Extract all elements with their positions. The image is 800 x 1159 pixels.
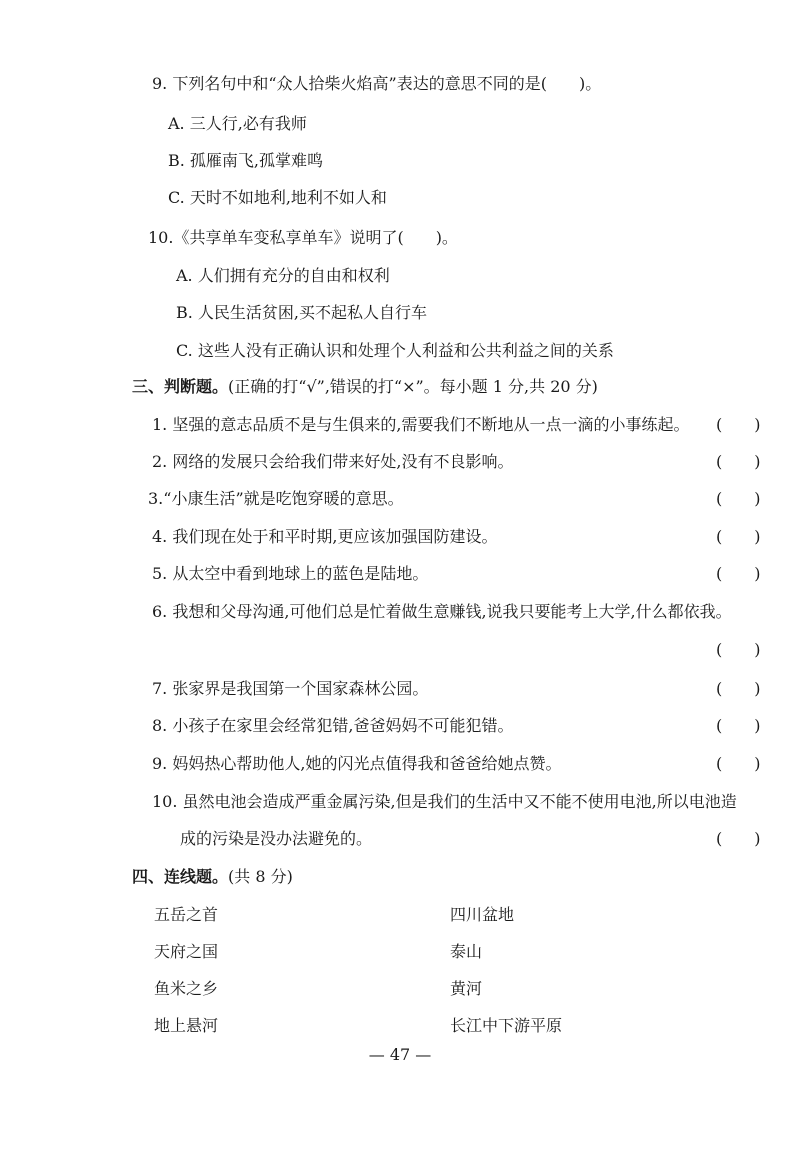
- section-judge-instruction: (正确的打“√”,错误的打“×”。每小题 1 分,共 20 分): [228, 377, 598, 396]
- question-10-option-a: A. 人们拥有充分的自由和权利: [176, 266, 390, 285]
- judge-answer-3: ( ): [716, 489, 761, 508]
- match-right-2: 泰山: [450, 942, 483, 961]
- section-judge-title: [132, 376, 598, 398]
- judge-item-4: 4. 我们现在处于和平时期,更应该加强国防建设。: [152, 527, 498, 546]
- judge-answer-9: ( ): [716, 754, 761, 773]
- section-match-heading: 四、连线题。: [132, 867, 229, 886]
- judge-item-7: 7. 张家界是我国第一个国家森林公园。: [152, 679, 429, 698]
- judge-item-8: 8. 小孩子在家里会经常犯错,爸爸妈妈不可能犯错。: [152, 716, 514, 735]
- judge-item-10: 10. 虽然电池会造成严重金属污染,但是我们的生活中又不能不使用电池,所以电池造: [152, 792, 737, 811]
- question-9-stem: 9. 下列名句中和“众人拾柴火焰高”表达的意思不同的是( )。: [152, 74, 602, 93]
- match-right-3: 黄河: [450, 979, 483, 998]
- judge-answer-8: ( ): [716, 716, 761, 735]
- question-10-option-c: C. 这些人没有正确认识和处理个人利益和公共利益之间的关系: [176, 341, 614, 360]
- judge-answer-1: ( ): [716, 415, 761, 434]
- judge-item-10-continued: 成的污染是没办法避免的。: [180, 829, 373, 848]
- judge-item-6: 6. 我想和父母沟通,可他们总是忙着做生意赚钱,说我只要能考上大学,什么都依我。: [152, 602, 732, 621]
- match-left-2: 天府之国: [154, 942, 219, 961]
- judge-answer-7: ( ): [716, 679, 761, 698]
- judge-item-3: 3.“小康生活”就是吃饱穿暖的意思。: [148, 489, 404, 508]
- section-match-instruction: (共 8 分): [228, 867, 293, 886]
- judge-answer-6: ( ): [716, 640, 761, 659]
- match-left-4: 地上悬河: [154, 1016, 219, 1035]
- judge-item-2: 2. 网络的发展只会给我们带来好处,没有不良影响。: [152, 452, 514, 471]
- match-right-1: 四川盆地: [450, 905, 515, 924]
- question-10-option-b: B. 人民生活贫困,买不起私人自行车: [176, 303, 428, 322]
- judge-answer-10: ( ): [716, 829, 761, 848]
- match-left-1: 五岳之首: [154, 905, 219, 924]
- match-left-3: 鱼米之乡: [154, 979, 219, 998]
- judge-item-1: 1. 坚强的意志品质不是与生俱来的,需要我们不断地从一点一滴的小事练起。: [152, 415, 690, 434]
- judge-item-5: 5. 从太空中看到地球上的蓝色是陆地。: [152, 564, 429, 583]
- section-match-title: [132, 866, 293, 888]
- judge-answer-4: ( ): [716, 527, 761, 546]
- match-right-4: 长江中下游平原: [450, 1016, 563, 1035]
- judge-answer-5: ( ): [716, 564, 761, 583]
- judge-item-9: 9. 妈妈热心帮助他人,她的闪光点值得我和爸爸给她点赞。: [152, 754, 562, 773]
- judge-answer-2: ( ): [716, 452, 761, 471]
- page-number: — 47 —: [368, 1045, 432, 1064]
- question-9-option-b: B. 孤雁南飞,孤掌难鸣: [168, 151, 324, 170]
- question-9-option-c: C. 天时不如地利,地利不如人和: [168, 188, 387, 207]
- section-judge-heading: 三、判断题。: [132, 377, 229, 396]
- question-10-stem: 10.《共享单车变私享单车》说明了( )。: [148, 228, 458, 247]
- question-9-option-a: A. 三人行,必有我师: [168, 114, 307, 133]
